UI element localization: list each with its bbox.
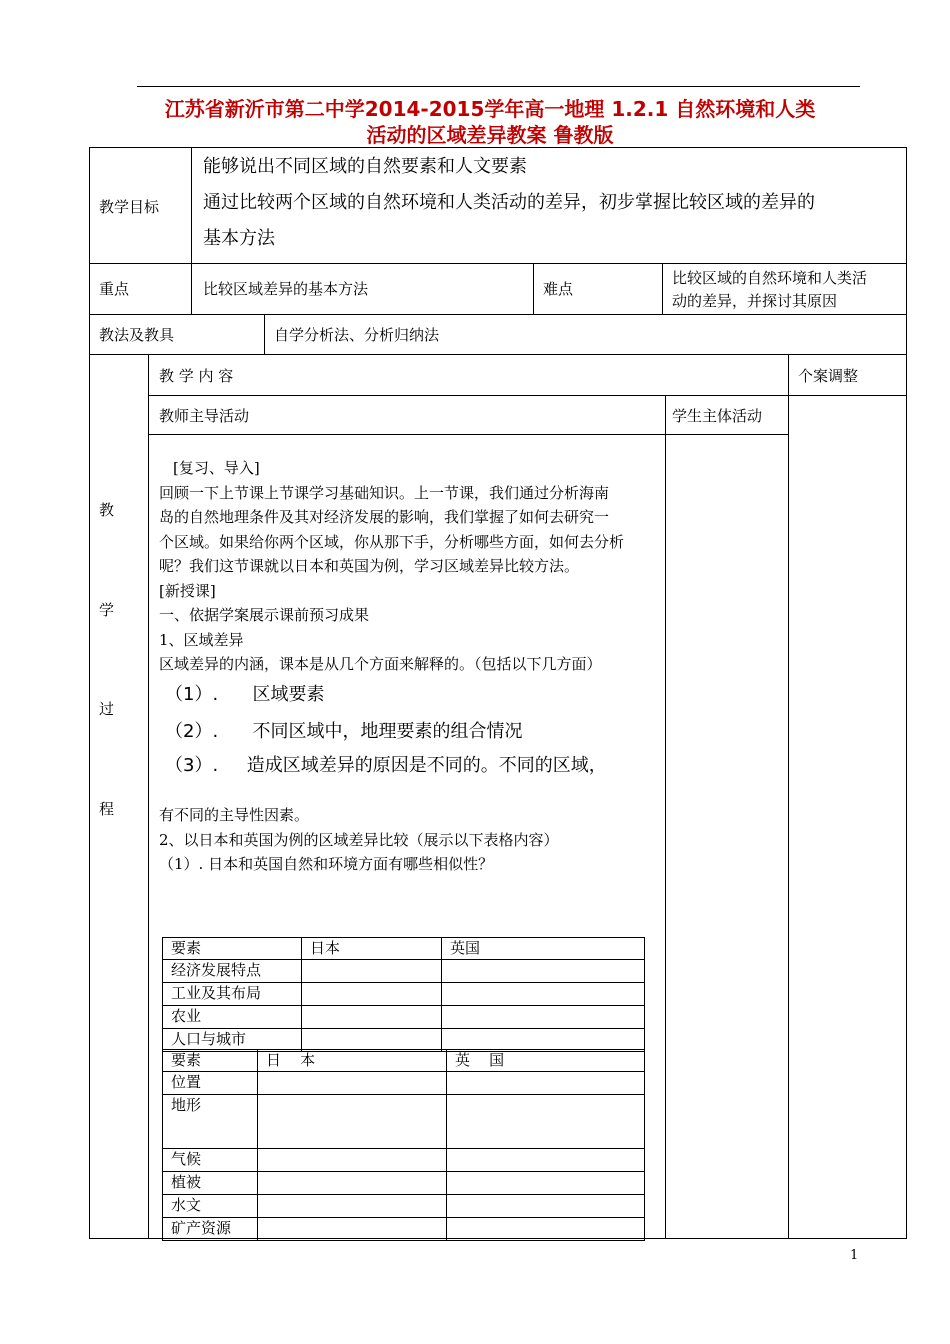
row-label: 水文 <box>163 1195 258 1218</box>
table-header-cell: 要素 <box>163 938 302 960</box>
process-char-2: 学 <box>99 601 115 619</box>
method-value: 自学分析法、分析归纳法 <box>274 326 440 344</box>
lesson-paragraph-line: 有不同的主导性因素。 <box>159 806 310 824</box>
focus-label: 重点 <box>99 280 130 298</box>
table-header-cell: 英国 <box>442 938 645 960</box>
adjust-header: 个案调整 <box>798 367 859 385</box>
table-header-cell: 要素 <box>163 1050 258 1072</box>
row-label: 位置 <box>163 1072 258 1095</box>
objective-1: 能够说出不同区域的自然要素和人文要素 <box>203 156 527 177</box>
bullet-2: （2）. 不同区域中，地理要素的组合情况 <box>165 721 523 742</box>
review-heading: [复习、导入] <box>173 459 260 477</box>
objective-2-cont: 基本方法 <box>203 228 275 249</box>
table-row <box>163 1218 645 1241</box>
table-row <box>163 960 645 983</box>
section-heading: 一、依据学案展示课前预习成果 <box>159 606 370 624</box>
header-rule <box>137 86 860 87</box>
method-label: 教法及教具 <box>99 326 175 344</box>
objectives-label: 教学目标 <box>99 198 160 216</box>
section-heading: 2、以日本和英国为例的区域差异比较（展示以下表格内容） <box>159 830 559 849</box>
lesson-paragraph-line: 回顾一下上节课上节课学习基础知识。上一节课，我们通过分析海南 <box>159 483 610 502</box>
table-row <box>163 1006 645 1029</box>
lesson-body-2 <box>159 803 659 877</box>
teacher-header: 教师主导活动 <box>159 407 250 425</box>
new-lesson-heading: [新授课] <box>159 581 216 600</box>
lesson-paragraph-line: 个区域。如果给你两个区域，你从那下手，分析哪些方面，如何去分析 <box>159 532 625 551</box>
process-char-3: 过 <box>99 700 115 718</box>
bullet-1: （1）. 区域要素 <box>165 684 325 705</box>
row-label: 矿产资源 <box>163 1218 258 1241</box>
table-row <box>163 1172 645 1195</box>
lesson-paragraph-line: 区域差异的内涵，课本是从几个方面来解释的。（包括以下几方面） <box>159 655 602 673</box>
difficulty-line-2: 动的差异，并探讨其原因 <box>672 292 838 310</box>
comparison-table-natural <box>162 1049 645 1241</box>
difficulty-label: 难点 <box>543 280 574 298</box>
row-label: 工业及其布局 <box>163 983 302 1006</box>
table-row <box>163 1072 645 1095</box>
table-row <box>163 983 645 1006</box>
lesson-paragraph-line: 岛的自然地理条件及其对经济发展的影响，我们掌握了如何去研究一 <box>159 508 610 526</box>
table-header-cell: 日 本 <box>258 1050 447 1072</box>
row-label: 气候 <box>163 1149 258 1172</box>
lesson-body <box>159 456 659 677</box>
table-row <box>163 1195 645 1218</box>
student-header: 学生主体活动 <box>672 407 763 425</box>
process-char-4: 程 <box>99 800 115 818</box>
page-number: 1 <box>850 1248 859 1263</box>
comparison-table-human <box>162 937 645 1052</box>
table-row <box>163 1149 645 1172</box>
table-header-cell: 日本 <box>302 938 442 960</box>
row-label: 人口与城市 <box>163 1029 302 1052</box>
process-char-1: 教 <box>99 501 115 519</box>
row-label: 地形 <box>163 1095 258 1149</box>
row-label: 经济发展特点 <box>163 960 302 983</box>
table-row <box>163 1095 645 1149</box>
document-title-line-2: 活动的区域差异教案 鲁教版 <box>366 123 614 147</box>
row-label: 植被 <box>163 1172 258 1195</box>
question-line: （1）. 日本和英国自然和环境方面有哪些相似性？ <box>159 855 494 873</box>
content-header: 教 学 内 容 <box>159 367 234 385</box>
table-header-cell: 英 国 <box>447 1050 645 1072</box>
focus-value: 比较区域差异的基本方法 <box>203 280 369 298</box>
bullet-3: （3）. 造成区域差异的原因是不同的。不同的区域， <box>165 755 607 776</box>
objective-2: 通过比较两个区域的自然环境和人类活动的差异，初步掌握比较区域的差异的 <box>203 192 815 213</box>
difficulty-line-1: 比较区域的自然环境和人类活 <box>672 269 868 287</box>
document-title-line-1: 江苏省新沂市第二中学2014-2015学年高一地理 1.2.1 自然环境和人类 <box>164 97 816 121</box>
row-label: 农业 <box>163 1006 302 1029</box>
lesson-paragraph-line: 呢？我们这节课就以日本和英国为例，学习区域差异比较方法。 <box>159 557 580 575</box>
section-heading: 1、区域差异 <box>159 630 244 649</box>
